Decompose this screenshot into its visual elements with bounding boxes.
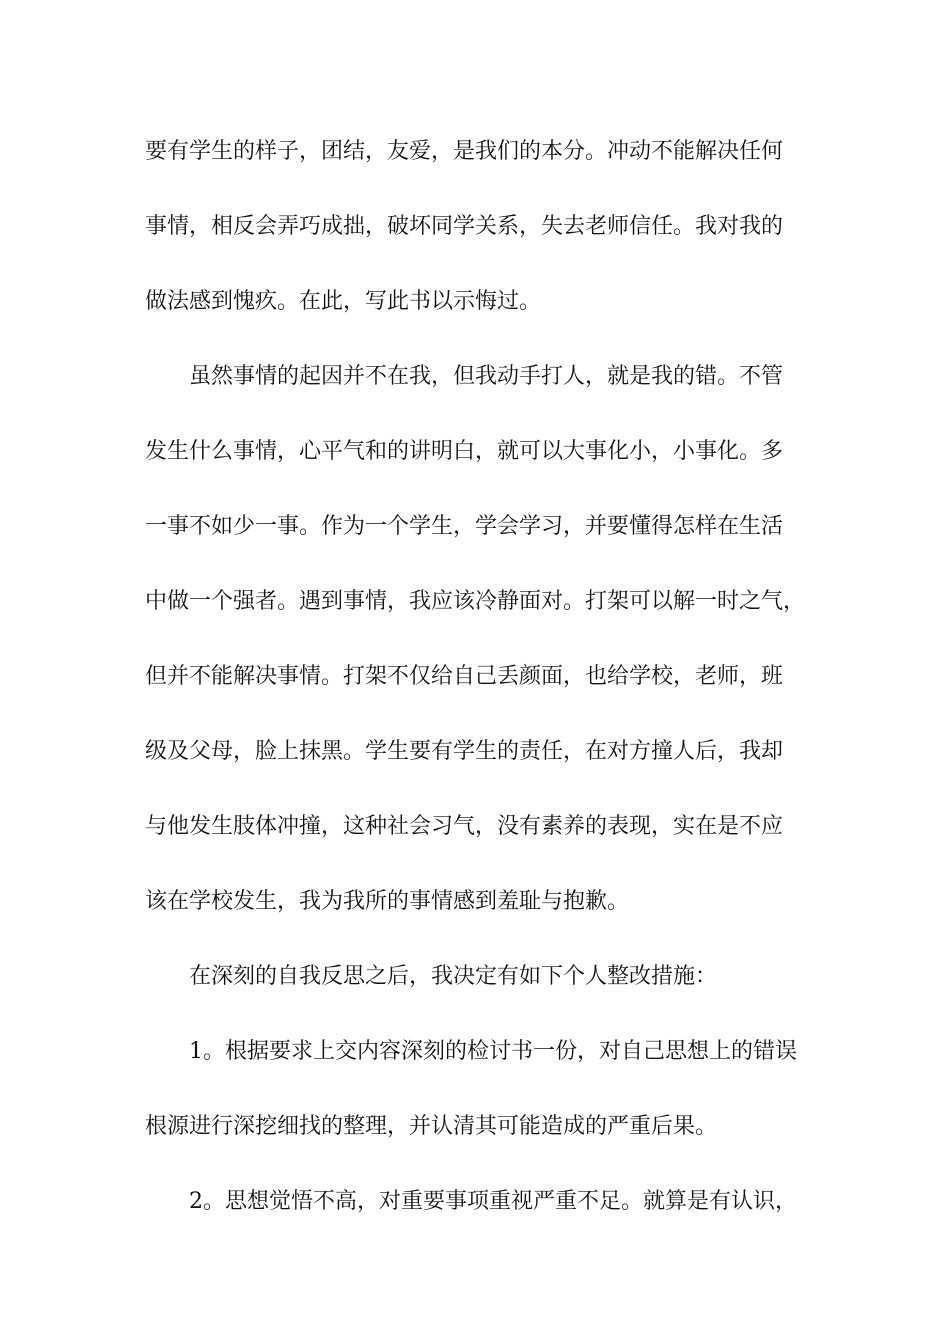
text-line: 一事不如少一事。作为一个学生，学会学习，并要懂得怎样在生活 [145,514,784,539]
paragraph-first-line: 虽然事情的起因并不在我，但我动手打人，就是我的错。不管 [189,364,784,389]
text-line: 做法感到愧疚。在此，写此书以示悔过。 [145,289,542,314]
text-line: 根源进行深挖细找的整理，并认清其可能造成的严重后果。 [145,1114,718,1139]
list-item-first-line: 2。思想觉悟不高，对重要事项重视严重不足。就算是有认识， [189,1189,797,1214]
document-body [145,128,813,1253]
text-line: 要有学生的样子，团结，友爱，是我们的本分。冲动不能解决任何 [145,139,784,164]
text-line: 与他发生肢体冲撞，这种社会习气，没有素养的表现，实在是不应 [145,814,784,839]
list-item-first-line: 1。根据要求上交内容深刻的检讨书一份，对自己思想上的错误 [189,1039,797,1064]
paragraph-first-line: 在深刻的自我反思之后，我决定有如下个人整改措施： [189,964,718,989]
text-line: 该在学校发生，我为我所的事情感到羞耻与抱歉。 [145,889,630,914]
text-line: 级及父母，脸上抹黑。学生要有学生的责任，在对方撞人后，我却 [145,739,784,764]
text-line: 发生什么事情，心平气和的讲明白，就可以大事化小，小事化。多 [145,439,784,464]
text-line: 中做一个强者。遇到事情，我应该冷静面对。打架可以解一时之气， [145,589,806,614]
text-line: 事情，相反会弄巧成拙，破坏同学关系，失去老师信任。我对我的 [145,214,784,239]
text-line: 但并不能解决事情。打架不仅给自己丢颜面，也给学校，老师，班 [145,664,784,689]
